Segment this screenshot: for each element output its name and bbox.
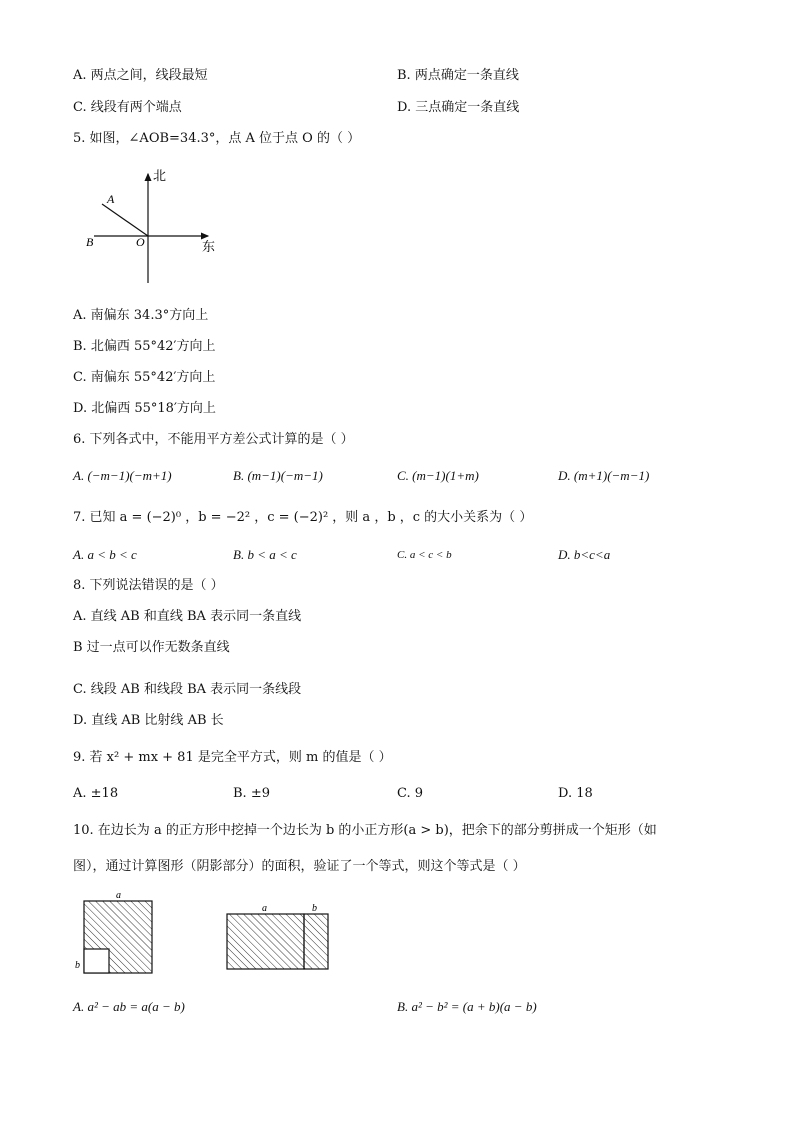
- q6-option-a: A. (−m−1)(−m+1): [73, 468, 172, 483]
- q8-option-c: C. 线段 AB 和线段 BA 表示同一条线段: [73, 682, 302, 697]
- q9-option-c: C. 9: [397, 786, 424, 801]
- label-east: 东: [202, 239, 216, 254]
- q7-option-a: A. a < b < c: [73, 547, 137, 562]
- q10-stem-line1: 10. 在边长为 a 的正方形中挖掉一个边长为 b 的小正方形(a > b)，把余下的部分剪拼成一个矩形（如: [73, 823, 657, 838]
- q10-stem-line2: 图），通过计算图形（阴影部分）的面积，验证了一个等式，则这个等式是（ ）: [73, 859, 526, 874]
- q9-option-a: A. ±18: [73, 786, 119, 801]
- q10-option-a: A. a² − ab = a(a − b): [73, 999, 185, 1014]
- q7-stem: 7. 已知 a = (−2)⁰ ，b = −2² ，c = (−2)² ，则 a ，b ，c 的大小关系为（ ）: [73, 510, 533, 525]
- label-a: A: [107, 192, 115, 206]
- q6-option-c: C. (m−1)(1+m): [397, 468, 479, 483]
- q8-option-b: B 过一点可以作无数条直线: [73, 640, 230, 655]
- label-b: b: [312, 903, 317, 914]
- q10-rectangle-figure: [222, 900, 342, 970]
- small-square: [84, 949, 109, 973]
- rect-part-a: [227, 914, 304, 969]
- label-b: b: [75, 960, 80, 971]
- ray-oa: [102, 204, 148, 236]
- q9-option-d: D. 18: [558, 786, 593, 801]
- q9-option-b: B. ±9: [233, 786, 270, 801]
- q4-option-c: C. 线段有两个端点: [73, 100, 182, 115]
- q8-option-a: A. 直线 AB 和直线 BA 表示同一条直线: [73, 609, 302, 624]
- q6-option-d: D. (m+1)(−m−1): [558, 468, 650, 483]
- label-a: a: [116, 890, 121, 901]
- q5-option-c: C. 南偏东 55°42′方向上: [73, 370, 216, 385]
- q9-stem: 9. 若 x² + mx + 81 是完全平方式，则 m 的值是（ ）: [73, 750, 392, 765]
- q6-stem: 6. 下列各式中，不能用平方差公式计算的是（ ）: [73, 432, 354, 447]
- q10-square-figure: [75, 888, 165, 978]
- label-north: 北: [153, 168, 167, 183]
- q4-option-a: A. 两点之间，线段最短: [73, 68, 208, 83]
- q5-option-b: B. 北偏西 55°42′方向上: [73, 339, 216, 354]
- q8-option-d: D. 直线 AB 比射线 AB 长: [73, 713, 224, 728]
- q7-option-b: B. b < a < c: [233, 547, 297, 562]
- q8-stem: 8. 下列说法错误的是（ ）: [73, 578, 224, 593]
- q5-option-a: A. 南偏东 34.3°方向上: [73, 308, 209, 323]
- q5-stem: 5. 如图，∠AOB=34.3°，点 A 位于点 O 的（ ）: [73, 131, 361, 146]
- q6-option-b: B. (m−1)(−m−1): [233, 468, 323, 483]
- q5-compass-figure: [80, 168, 230, 288]
- q7-option-d: D. b<c<a: [558, 547, 611, 562]
- q10-option-b: B. a² − b² = (a + b)(a − b): [397, 999, 537, 1014]
- label-a: a: [262, 903, 267, 914]
- rect-part-b: [304, 914, 328, 969]
- label-o: O: [136, 235, 145, 249]
- label-b: B: [86, 235, 94, 249]
- q7-option-c: C. a < c < b: [397, 549, 452, 561]
- q4-option-d: D. 三点确定一条直线: [397, 100, 520, 115]
- q4-option-b: B. 两点确定一条直线: [397, 68, 519, 83]
- q5-option-d: D. 北偏西 55°18′方向上: [73, 401, 216, 416]
